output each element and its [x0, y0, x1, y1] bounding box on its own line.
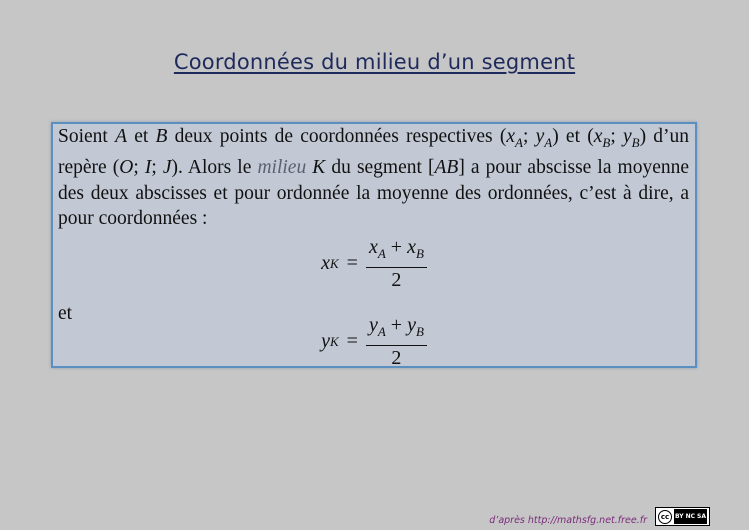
et-label: et — [58, 303, 73, 324]
cc-license-icon[interactable] — [655, 507, 710, 526]
license-terms — [674, 509, 707, 524]
license-nc: NC — [685, 513, 696, 520]
eq2-lhs-var: y — [321, 329, 330, 352]
cc-icon: cc — [658, 510, 672, 524]
page-title: Coordonnées du milieu d’un segment — [173, 50, 576, 74]
eq2-denominator: 2 — [391, 347, 402, 369]
theorem-box — [51, 122, 697, 368]
eq1-lhs-sub: K — [329, 255, 339, 271]
equation-yk: y K = $\frac{y_A + y_B}{2}$ — [53, 314, 695, 369]
theorem-paragraph: Soient A et B deux points de coordonnées respectives ($x_A$; $y_A$) et ($x_B$; $y_B$) d’un repère (O; I; J). Alors le milieu K du segment [AB] a pour abscisse la moyenne des deux abscisses et pour ordonnée la moyenne des ordonnées, c’est à dire, a pour coordonnées : — [58, 126, 690, 230]
eq1-denominator: 2 — [391, 269, 402, 291]
eq2-numerator: $y_A + y_B$ — [366, 314, 427, 346]
eq1-lhs-var: x — [321, 251, 330, 274]
license-sa: SA — [697, 513, 706, 520]
eq1-numerator: $x_A + x_B$ — [366, 236, 427, 268]
equation-xk: x K = $\frac{x_A + x_B}{2}$ — [53, 236, 695, 291]
eq2-lhs-sub: K — [329, 333, 339, 349]
footer-credit[interactable]: d’après http://mathsfg.net.free.fr — [489, 515, 647, 526]
license-by: BY — [675, 513, 684, 520]
